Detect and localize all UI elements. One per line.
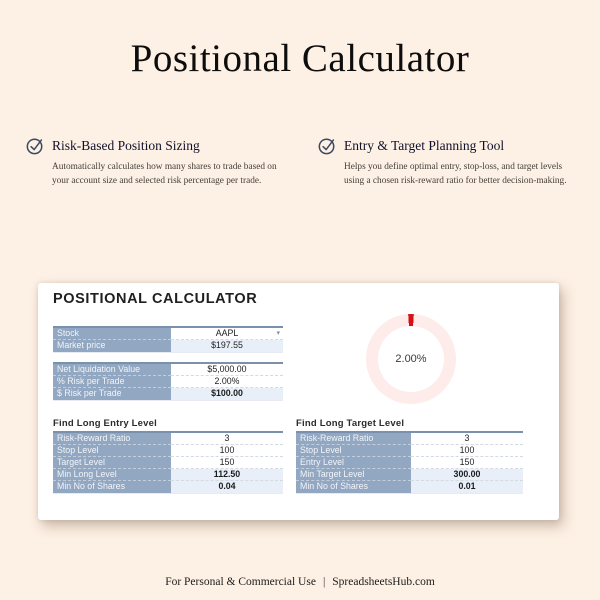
page-title: Positional Calculator (130, 37, 470, 80)
cell-label: $ Risk per Trade (53, 388, 171, 400)
table-title: Find Long Entry Level (53, 418, 157, 429)
risk-table (53, 362, 283, 401)
feature-description: Automatically calculates how many shares to trade based on your account size and selected risk percentage per trade. (52, 162, 277, 186)
cell-label: Min No of Shares (53, 481, 171, 493)
cell-value: 300.00 (411, 469, 523, 481)
target-level-table (296, 431, 523, 494)
cell-label: Target Level (53, 457, 171, 469)
cell-value: 112.50 (171, 469, 283, 481)
cell-label: Min No of Shares (296, 481, 411, 493)
cell-label: Stop Level (296, 445, 411, 457)
cell-label: Min Target Level (296, 469, 411, 481)
stock-table (53, 326, 283, 353)
check-circle-icon (26, 137, 44, 155)
donut-hole (378, 326, 444, 392)
stock-dropdown-cell[interactable] (171, 328, 283, 340)
cell-label: Stop Level (53, 445, 171, 457)
cell-label: Min Long Level (53, 469, 171, 481)
cell-value: AAPL (215, 328, 239, 338)
cell-input[interactable]: 100 (171, 445, 283, 457)
cell-label: % Risk per Trade (53, 376, 171, 388)
cell-input[interactable]: 100 (411, 445, 523, 457)
cell-input[interactable]: 2.00% (171, 376, 283, 388)
table-title: Find Long Target Level (296, 418, 405, 429)
feature-title: Risk-Based Position Sizing (52, 138, 200, 153)
entry-level-section (53, 418, 283, 494)
footer (0, 576, 600, 588)
entry-level-table (53, 431, 283, 494)
target-level-section (296, 418, 523, 494)
cell-value: 0.04 (171, 481, 283, 493)
cell-label: Entry Level (296, 457, 411, 469)
cell-input[interactable]: 150 (171, 457, 283, 469)
cell-value: $100.00 (171, 388, 283, 400)
cell-input[interactable]: 3 (171, 433, 283, 445)
cell-label: Risk-Reward Ratio (53, 433, 171, 445)
cell-input[interactable]: 150 (411, 457, 523, 469)
donut-center-label: 2.00% (395, 353, 427, 365)
footer-license-text: For Personal & Commercial Use (165, 576, 316, 588)
feature-title: Entry & Target Planning Tool (344, 138, 505, 153)
cell-value: 0.01 (411, 481, 523, 493)
cell-label: Stock (53, 328, 171, 340)
check-circle-icon (318, 137, 336, 155)
feature-description: Helps you define optimal entry, stop-loss, and target levels using a chosen risk-reward ratio for better decision-making. (344, 162, 567, 186)
cell-input[interactable]: $5,000.00 (171, 364, 283, 376)
cell-label: Market price (53, 340, 171, 352)
cell-label: Net Liquidation Value (53, 364, 171, 376)
cell-input[interactable]: 3 (411, 433, 523, 445)
feature-entry-planning (318, 137, 580, 189)
cell-value: $197.55 (171, 340, 283, 352)
cell-label: Risk-Reward Ratio (296, 433, 411, 445)
feature-risk-sizing (26, 137, 300, 189)
footer-site-link[interactable]: SpreadsheetsHub.com (332, 576, 435, 588)
risk-donut-chart (366, 314, 456, 404)
dropdown-caret-icon[interactable]: ▾ (276, 330, 280, 337)
spreadsheet-card (38, 283, 559, 520)
footer-separator: | (322, 576, 326, 588)
sheet-heading: POSITIONAL CALCULATOR (53, 291, 258, 307)
